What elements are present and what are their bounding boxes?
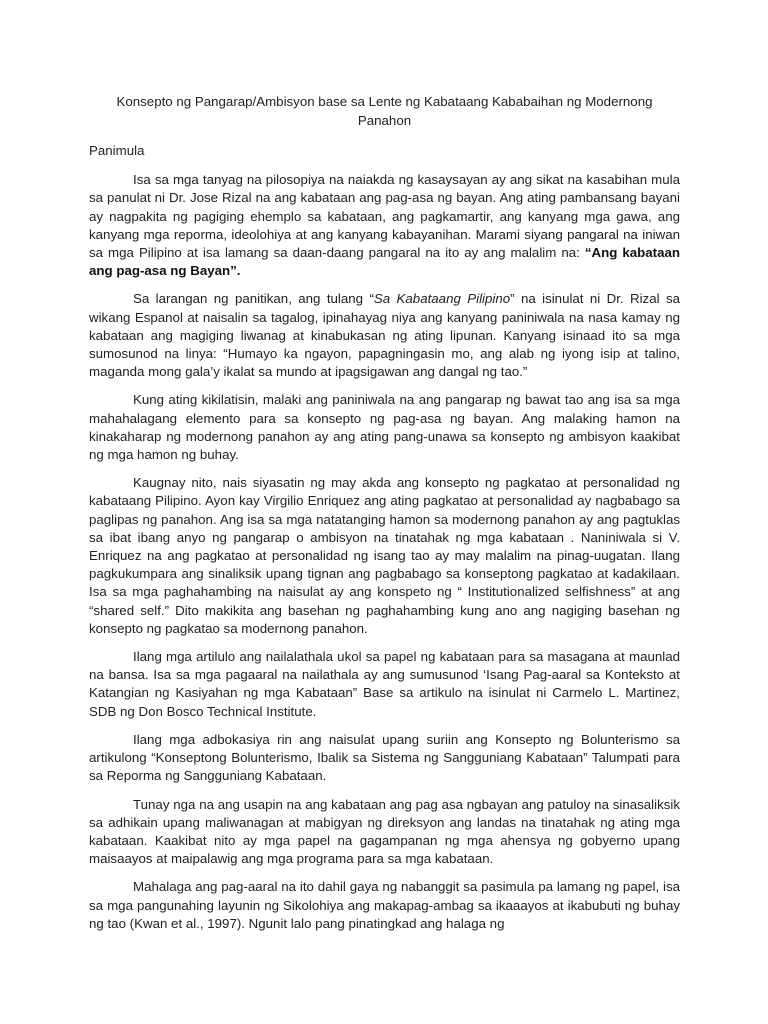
document-page <box>89 92 680 943</box>
poem-title: Sa Kabataang Pilipino <box>373 291 511 307</box>
rizal-quote-emphasis: “Ang kabataan ang pag-asa ng Bayan”. <box>89 245 681 279</box>
section-heading: Panimula <box>89 143 145 158</box>
paragraph-8: Mahalaga ang pag-aaral na ito dahil gaya ng nabanggit sa pasimula pa lamang ng papel, isa sa mga pangunahing layunin ng Sikolohiya ang makapag-ambag sa ikaaayos at ikabubuti ng buhay ng tao (Kwan et al., 1997). Ngunit lalo pang pinatingkad ang halaga ng <box>89 879 680 931</box>
paragraph-2-after: ” na isinulat ni Dr. Rizal sa wikang Espanol at naisalin sa tagalog, ipinahayag niya ang kanyang paniniwala na nasa kamay ng kabataan ang magiging liwanag at kinabukasan ng ating lipunan. Kanyang isinaad ito sa mga sumosunod na linya: “Humayo ka ngayon, papagningasin mo, ang alab ng iyong isip at talino, maganda mong gala’y ikalat sa mundo at ipagsigawan ang dangal ng tao.” <box>89 291 680 380</box>
paragraph-7: Tunay nga na ang usapin na ang kabataan ang pag asa ngbayan ang patuloy na sinasaliksik sa adhikain upang maliwanagan at mabigyan ng direksyon ang landas na tinatahak ng ating mga kabataan. Kaakibat nito ay mga papel na gagampanan ng mga ahensya ng gobyerno upang maisaayos at maipalawig ang mga programa para sa mga kabataan. <box>89 796 680 867</box>
document-title: Konsepto ng Pangarap/Ambisyon base sa Lente ng Kabataang Kababaihan ng Modernong Panahon <box>116 94 653 128</box>
paragraph-2-before: Sa larangan ng panitikan, ang tulang “ <box>133 291 374 307</box>
paragraph-6: Ilang mga adbokasiya rin ang naisulat upang suriin ang Konsepto ng Bolunterismo sa artikulong “Konseptong Bolunterismo, Ibalik sa Sistema ng Sangguniang Kabataan” Talumpati para sa Reporma ng Sangguniang Kabataan. <box>89 731 680 784</box>
paragraph-3: Kung ating kikilatisin, malaki ang paniniwala na ang pangarap ng bawat tao ang isa sa mga mahahalagang elemento para sa konsepto ng pag-asa ng bayan. Ang malaking hamon na kinakaharap ng modernong panahon ay ang ating pang-unawa sa konsepto ng ambisyon kaakibat ng mga hamon ng buhay. <box>89 392 680 463</box>
paragraph-5: Ilang mga artilulo ang nailalathala ukol sa papel ng kabataan para sa masagana at maunlad na bansa. Isa sa mga pagaaral na nailathala ay ang sumusunod ‘Isang Pag-aaral sa Konteksto at Katangian ng Kasiyahan ng mga Kabataan” Base sa artikulo na isinulat ni Carmelo L. Martinez, SDB ng Don Bosco Technical Institute. <box>89 649 680 719</box>
paragraph-4: Kaugnay nito, nais siyasatin ng may akda ang konsepto ng pagkatao at personalidad ng kabataang Pilipino. Ayon kay Virgilio Enriquez ang ating pagkatao at personalidad ay nagbabago sa paglipas ng panahon. Ang isa sa mga natatanging hamon sa modernong panahon ay ang pagtuklas sa ibat ibang anyo ng pangarap o ambisyon na tinatahak ng mga kabataan . Naniniwala si V. Enriquez na ang pagkatao at personalidad ng isang tao ay may malalim na pinag-uugatan. Ilang pagkukumpara ang sinaliksik upang tignan ang pagbabago sa konseptong pagkatao at kadakilaan. Isa sa mga paghahambing na naisulat ay ang konspeto ng “ Institutionalized selfishness” at ang “shared self.” Dito makikita ang basehan ng paghahambing kung ano ang nagiging basehan ng konsepto ng pagkatao sa modernong panahon. <box>89 475 680 636</box>
paragraph-1 <box>89 171 680 280</box>
paragraph-2 <box>89 290 680 381</box>
paragraph-1-text: Isa sa mga tanyag na pilosopiya na naiakda ng kasaysayan ay ang sikat na kasabihan mula sa panulat ni Dr. Jose Rizal na ang kabataan ang pag-asa ng bayan. Ang ating pambansang bayani ay nagpakita ng pagiging ehemplo sa kabataan, ang pagkamartir, ang kanyang mga gawa, ang kanyang mga reporma, ideolohiya at ang kanyang kabayanihan. Marami siyang pangaral na iniwan sa mga Pilipino at isa lamang sa daan-daang pangaral na ito ay ang malalim na: <box>89 172 680 261</box>
